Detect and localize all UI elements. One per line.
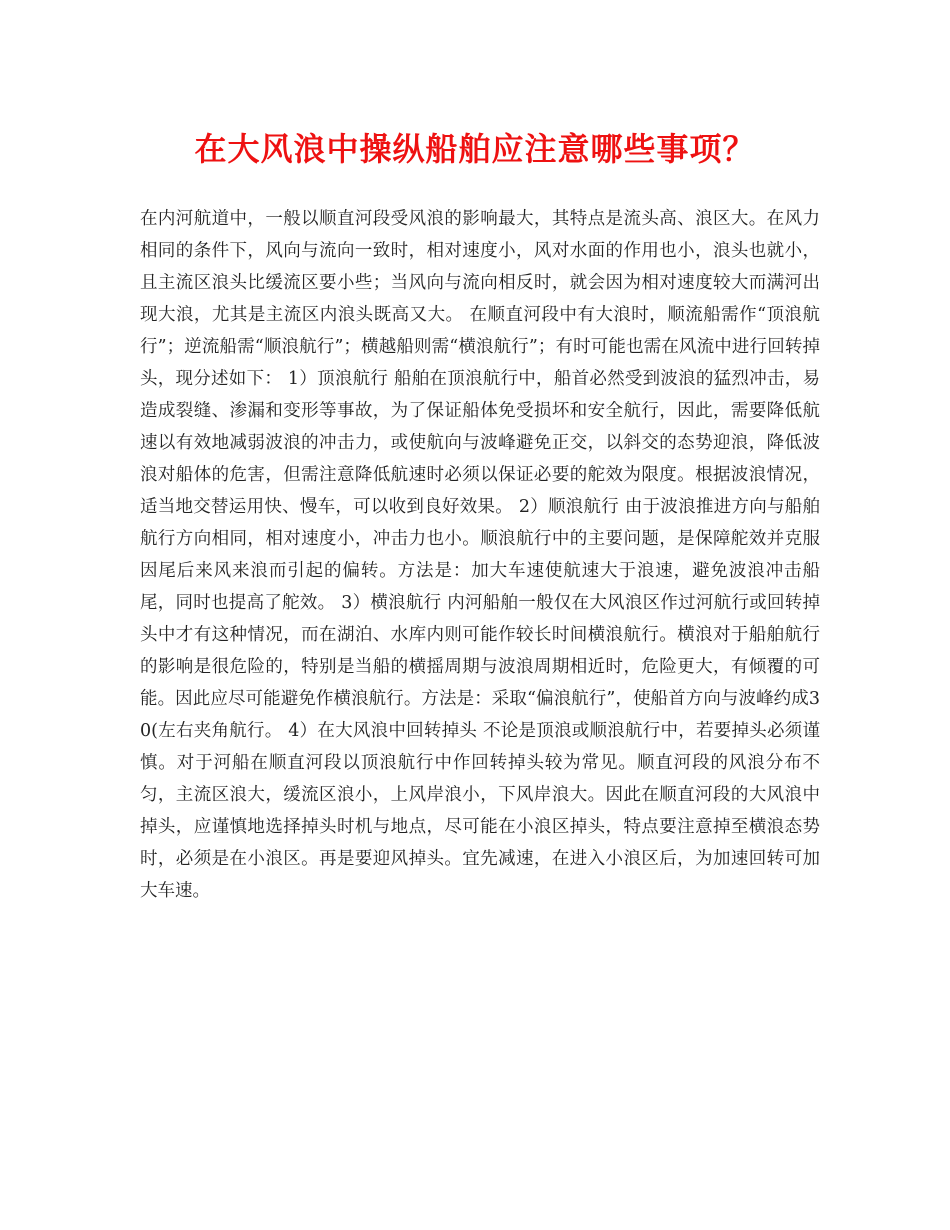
document-body: 在内河航道中，一般以顺直河段受风浪的影响最大，其特点是流头高、浪区大。在风力相同的条件下，风向与流向一致时，相对速度小，风对水面的作用也小，浪头也就小，且主流区浪头比缓流区要小些；当风向与流向相反时，就会因为相对速度较大而满河出现大浪，尤其是主流区内浪头既高又大。 在顺直河段中有大浪时，顺流船需作“顶浪航行”；逆流船需“顺浪航行”；横越船则需“横浪航行”；有时可能也需在风流中进行回转掉头，现分述如下： 1）顶浪航行 船舶在顶浪航行中，船首必然受到波浪的猛烈冲击，易造成裂缝、渗漏和变形等事故，为了保证船体免受损坏和安全航行，因此，需要降低航速以有效地减弱波浪的冲击力，或使航向与波峰避免正交，以斜交的态势迎浪，降低波浪对船体的危害，但需注意降低航速时必须以保证必要的舵效为限度。根据波浪情况，适当地交替运用快、慢车，可以收到良好效果。 2）顺浪航行 由于波浪推进方向与船舶航行方向相同，相对速度小，冲击力也小。顺浪航行中的主要问题，是保障舵效并克服因尾后来风来浪而引起的偏转。方法是：加大车速使航速大于浪速，避免波浪冲击船尾，同时也提高了舵效。 3）横浪航行 内河船舶一般仅在大风浪区作过河航行或回转掉头中才有这种情况，而在湖泊、水库内则可能作较长时间横浪航行。横浪对于船舶航行的影响是很危险的，特别是当船的横摇周期与波浪周期相近时，危险更大，有倾覆的可能。因此应尽可能避免作横浪航行。方法是：采取“偏浪航行”，使船首方向与波峰约成30(左右夹角航行。 4）在大风浪中回转掉头 不论是顶浪或顺浪航行中，若要掉头必须谨慎。对于河船在顺直河段以顶浪航行中作回转掉头较为常见。顺直河段的风浪分布不匀，主流区浪大，缓流区浪小，上风岸浪小，下风岸浪大。因此在顺直河段的大风浪中掉头，应谨慎地选择掉头时机与地点，尽可能在小浪区掉头，特点要注意掉至横浪态势时，必须是在小浪区。再是要迎风掉头。宜先减速，在进入小浪区后，为加速回转可加大车速。 xyxy=(140,209,820,901)
document-title: 在大风浪中操纵船舶应注意哪些事项？ xyxy=(194,130,756,168)
